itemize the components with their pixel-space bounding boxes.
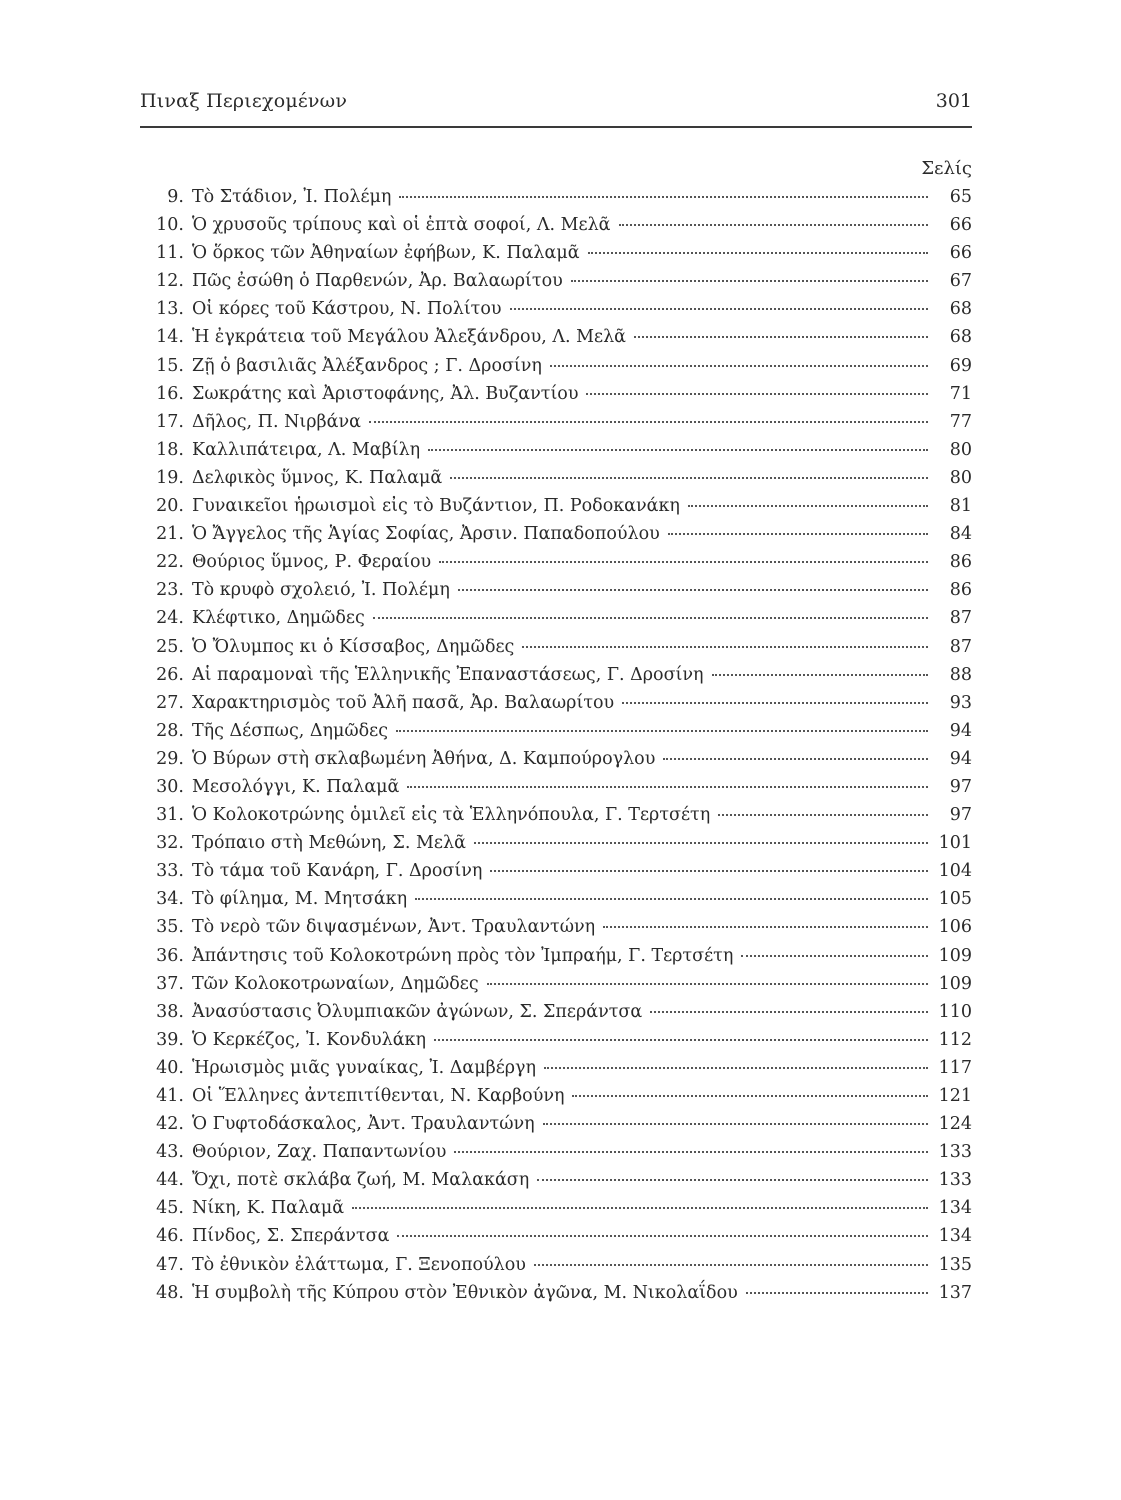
- toc-entry: [140, 1255, 972, 1283]
- toc-entry-page: 135: [938, 1254, 972, 1275]
- toc-entry-title: Ὁ ὅρκος τῶν Ἀθηναίων ἐφήβων, Κ. Παλαμᾶ: [192, 243, 580, 264]
- toc-entry-number: 44.: [156, 1170, 184, 1191]
- dot-leader: [399, 195, 928, 198]
- toc-entry-number: 25.: [156, 636, 184, 657]
- toc-entry-page: 87: [949, 608, 972, 629]
- dot-leader: [439, 560, 928, 563]
- toc-entry-title: Ὁ Ὄλυμπος κι ὁ Κίσσαβος, Δημῶδες: [192, 636, 515, 657]
- dot-leader: [487, 982, 928, 985]
- dot-leader: [634, 335, 928, 338]
- toc-entry-number: 48.: [156, 1282, 184, 1303]
- toc-entry-page: 106: [938, 917, 972, 938]
- running-title: Πιναξ Περιεχομένων: [140, 90, 348, 112]
- toc-entry: [140, 327, 972, 355]
- toc-entry: [140, 552, 972, 580]
- toc-entry-page: 134: [938, 1198, 972, 1219]
- toc-entry: [140, 1170, 972, 1198]
- toc-entry-title: Ὁ Βύρων στὴ σκλαβωμένη Ἀθήνα, Δ. Καμπούρογλου: [192, 748, 656, 769]
- toc-entry-page: 94: [949, 748, 972, 769]
- dot-leader: [668, 532, 928, 535]
- toc-entry: [140, 187, 972, 215]
- toc-entry-number: 36.: [156, 945, 184, 966]
- toc-entry-page: 134: [938, 1226, 972, 1247]
- dot-leader: [588, 251, 928, 254]
- dot-leader: [522, 645, 928, 648]
- toc-entry-number: 29.: [156, 748, 184, 769]
- toc-entry-number: 10.: [156, 215, 184, 236]
- toc-entry-number: 17.: [156, 411, 184, 432]
- toc-entry-page: 124: [938, 1114, 972, 1135]
- toc-entry-number: 13.: [156, 299, 184, 320]
- toc-entry-page: 133: [938, 1170, 972, 1191]
- toc-entry-title: Ὁ Ἄγγελος τῆς Ἁγίας Σοφίας, Ἀρσιν. Παπαδοπούλου: [192, 524, 660, 545]
- toc-entry-title: Πῶς ἐσώθη ὁ Παρθενών, Ἀρ. Βαλαωρίτου: [192, 271, 563, 292]
- toc-entry-number: 34.: [156, 889, 184, 910]
- toc-entry-page: 104: [938, 861, 972, 882]
- toc-entry-title: Ὄχι, ποτὲ σκλάβα ζωή, Μ. Μαλακάση: [192, 1170, 530, 1191]
- toc-entry: [140, 271, 972, 299]
- toc-entry-number: 43.: [156, 1142, 184, 1163]
- toc-entry-title: Ἀπάντησις τοῦ Κολοκοτρώνη πρὸς τὸν Ἰμπραήμ, Γ. Τερτσέτη: [192, 945, 734, 966]
- toc-entry: [140, 805, 972, 833]
- dot-leader: [490, 869, 928, 872]
- toc-entry: [140, 384, 972, 412]
- toc-entry-number: 14.: [156, 327, 184, 348]
- toc-entry: [140, 693, 972, 721]
- toc-entry-page: 81: [949, 496, 972, 517]
- toc-entry-page: 109: [938, 945, 972, 966]
- toc-entry-title: Ὁ Κερκέζος, Ἰ. Κονδυλάκη: [192, 1029, 426, 1050]
- dot-leader: [450, 476, 928, 479]
- dot-leader: [746, 1291, 928, 1294]
- toc-entry: [140, 749, 972, 777]
- toc-entry-title: Τὸ τάμα τοῦ Κανάρη, Γ. Δροσίνη: [192, 861, 483, 882]
- toc-entry-page: 121: [938, 1086, 972, 1106]
- toc-entry-page: 65: [949, 187, 972, 207]
- toc-entry: [140, 665, 972, 693]
- dot-leader: [543, 1122, 928, 1125]
- toc-entry: [140, 861, 972, 889]
- dot-leader: [718, 813, 928, 816]
- toc-entry-page: 137: [938, 1282, 972, 1303]
- toc-entry-title: Τὸ νερὸ τῶν διψασμένων, Ἀντ. Τραυλαντώνη: [192, 917, 596, 938]
- toc-entry-page: 88: [949, 664, 972, 685]
- toc-entry-number: 26.: [156, 664, 184, 685]
- toc-entry: [140, 833, 972, 861]
- toc-entry-number: 47.: [156, 1254, 184, 1275]
- toc-entry-title: Σωκράτης καὶ Ἀριστοφάνης, Ἀλ. Βυζαντίου: [192, 383, 579, 404]
- dot-leader: [741, 954, 928, 957]
- toc-entry-page: 105: [938, 889, 972, 910]
- dot-leader: [650, 1010, 928, 1013]
- toc-entry-page: 67: [949, 271, 972, 292]
- toc-entry-page: 110: [938, 1001, 972, 1022]
- toc-entry-page: 86: [949, 580, 972, 601]
- toc-entry-page: 117: [938, 1057, 972, 1078]
- toc-entry: [140, 299, 972, 327]
- toc-entry-number: 27.: [156, 692, 184, 713]
- toc-entry-number: 11.: [156, 243, 184, 264]
- page-number: 301: [935, 90, 972, 112]
- toc-entry-number: 32.: [156, 833, 184, 854]
- toc-entry-number: 35.: [156, 917, 184, 938]
- toc-entry-title: Γυναικεῖοι ἡρωισμοὶ εἰς τὸ Βυζάντιον, Π. Ροδοκανάκη: [192, 496, 680, 517]
- toc-entry-title: Νίκη, Κ. Παλαμᾶ: [192, 1198, 345, 1219]
- dot-leader: [352, 1206, 928, 1209]
- dot-leader: [537, 1178, 928, 1181]
- toc-entry: [140, 1226, 972, 1254]
- toc-entry: [140, 1283, 972, 1311]
- toc-entry-number: 16.: [156, 383, 184, 404]
- toc-entry-page: 68: [949, 327, 972, 348]
- toc-entry-number: 30.: [156, 776, 184, 797]
- toc-entry: [140, 524, 972, 552]
- toc-entry: [140, 356, 972, 384]
- toc-entry-number: 15.: [156, 355, 184, 376]
- toc-entry-number: 18.: [156, 439, 184, 460]
- dot-leader: [428, 448, 928, 451]
- toc-entry: [140, 637, 972, 665]
- dot-leader: [622, 701, 928, 704]
- toc-entry: [140, 412, 972, 440]
- toc-entry-title: Δελφικὸς ὕμνος, Κ. Παλαμᾶ: [192, 467, 443, 488]
- toc-entry-page: 93: [949, 692, 972, 713]
- toc-entry-number: 46.: [156, 1226, 184, 1247]
- toc-entry-page: 77: [949, 411, 972, 432]
- toc-entry-page: 94: [949, 720, 972, 741]
- toc-entry-page: 133: [938, 1142, 972, 1163]
- dot-leader: [586, 392, 928, 395]
- toc-entry-title: Ζῇ ὁ βασιλιᾶς Ἀλέξανδρος ; Γ. Δροσίνη: [192, 355, 542, 376]
- dot-leader: [373, 616, 928, 619]
- toc-entry-page: 112: [938, 1029, 972, 1050]
- toc-entry: [140, 440, 972, 468]
- dot-leader: [415, 897, 928, 900]
- toc-entry-title: Αἱ παραμοναὶ τῆς Ἑλληνικῆς Ἐπαναστάσεως, Γ. Δροσίνη: [192, 664, 704, 685]
- toc-entry-number: 12.: [156, 271, 184, 292]
- toc-entry: [140, 1002, 972, 1030]
- dot-leader: [434, 1038, 928, 1041]
- toc-entry: [140, 243, 972, 271]
- dot-leader: [603, 925, 928, 928]
- toc-entry: [140, 1030, 972, 1058]
- toc-entry-number: 23.: [156, 580, 184, 601]
- toc-entry-page: 80: [949, 439, 972, 460]
- dot-leader: [510, 307, 928, 310]
- toc-entry-title: Ὁ Κολοκοτρώνης ὁμιλεῖ εἰς τὰ Ἑλληνόπουλα, Γ. Τερτσέτη: [192, 805, 711, 826]
- toc-entry-page: 86: [949, 552, 972, 573]
- toc-entry-number: 45.: [156, 1198, 184, 1219]
- toc-entry-number: 21.: [156, 524, 184, 545]
- toc-entry-number: 31.: [156, 805, 184, 826]
- toc-entry-number: 19.: [156, 467, 184, 488]
- toc-entry-page: 97: [949, 805, 972, 826]
- toc-entry: [140, 608, 972, 636]
- toc-entry: [140, 496, 972, 524]
- toc-entry-title: Τρόπαιο στὴ Μεθώνη, Σ. Μελᾶ: [192, 833, 466, 854]
- toc-entry: [140, 777, 972, 805]
- toc-entry-number: 40.: [156, 1057, 184, 1078]
- dot-leader: [454, 1150, 928, 1153]
- dot-leader: [712, 673, 929, 676]
- toc-entry-number: 22.: [156, 552, 184, 573]
- dot-leader: [663, 757, 928, 760]
- toc-entry-title: Τὸ φίλημα, Μ. Μητσάκη: [192, 889, 408, 910]
- toc-entry-page: 109: [938, 973, 972, 994]
- dot-leader: [572, 1094, 928, 1097]
- toc-entry-page: 97: [949, 776, 972, 797]
- toc-entry-title: Χαρακτηρισμὸς τοῦ Ἀλῆ πασᾶ, Ἀρ. Βαλαωρίτου: [192, 692, 615, 713]
- dot-leader: [458, 588, 928, 591]
- toc-entry-number: 24.: [156, 608, 184, 629]
- page-column-label: Σελίς: [921, 158, 972, 179]
- toc-entry-number: 33.: [156, 861, 184, 882]
- toc-entry-title: Ἡ συμβολὴ τῆς Κύπρου στὸν Ἐθνικὸν ἀγῶνα, Μ. Νικολαΐδου: [192, 1282, 738, 1303]
- dot-leader: [407, 785, 928, 788]
- toc-entry-title: Ἀνασύστασις Ὀλυμπιακῶν ἀγώνων, Σ. Σπεράντσα: [192, 1001, 643, 1022]
- toc-entry: [140, 1142, 972, 1170]
- toc-entry: [140, 721, 972, 749]
- toc-entry: [140, 1058, 972, 1086]
- toc-entry-title: Καλλιπάτειρα, Λ. Μαβίλη: [192, 439, 421, 460]
- toc-entry-title: Ἡρωισμὸς μιᾶς γυναίκας, Ἰ. Δαμβέργη: [192, 1057, 537, 1078]
- toc-entry-title: Κλέφτικο, Δημῶδες: [192, 608, 365, 629]
- toc-entry-title: Θούριον, Ζαχ. Παπαντωνίου: [192, 1142, 447, 1163]
- toc-entry-title: Τὸ Στάδιον, Ἰ. Πολέμη: [192, 187, 392, 207]
- dot-leader: [397, 1234, 928, 1237]
- toc-entry-title: Τὸ κρυφὸ σχολειό, Ἰ. Πολέμη: [192, 580, 450, 601]
- toc-entry-number: 42.: [156, 1114, 184, 1135]
- table-of-contents: [140, 187, 972, 1311]
- toc-entry-page: 87: [949, 636, 972, 657]
- dot-leader: [396, 729, 928, 732]
- toc-entry: [140, 1086, 972, 1114]
- toc-entry: [140, 468, 972, 496]
- toc-entry-page: 80: [949, 467, 972, 488]
- toc-entry-title: Οἱ Ἕλληνες ἀντεπιτίθενται, Ν. Καρβούνη: [192, 1086, 565, 1106]
- toc-entry-number: 28.: [156, 720, 184, 741]
- toc-entry-title: Οἱ κόρες τοῦ Κάστρου, Ν. Πολίτου: [192, 299, 502, 320]
- toc-entry-title: Δῆλος, Π. Νιρβάνα: [192, 411, 361, 432]
- toc-entry-page: 66: [949, 215, 972, 236]
- toc-entry-number: 20.: [156, 496, 184, 517]
- toc-entry-number: 38.: [156, 1001, 184, 1022]
- toc-entry-page: 69: [949, 355, 972, 376]
- toc-entry-title: Πίνδος, Σ. Σπεράντσα: [192, 1226, 390, 1247]
- dot-leader: [534, 1263, 928, 1266]
- header-divider: [140, 126, 972, 128]
- dot-leader: [544, 1066, 928, 1069]
- toc-entry-number: 37.: [156, 973, 184, 994]
- dot-leader: [688, 504, 928, 507]
- toc-entry-number: 41.: [156, 1086, 184, 1106]
- toc-entry-page: 71: [949, 383, 972, 404]
- toc-entry-page: 84: [949, 524, 972, 545]
- dot-leader: [571, 279, 928, 282]
- toc-entry-title: Τῶν Κολοκοτρωναίων, Δημῶδες: [192, 973, 479, 994]
- toc-entry-number: 9.: [167, 187, 184, 207]
- toc-entry: [140, 580, 972, 608]
- toc-entry-title: Θούριος ὕμνος, Ρ. Φεραίου: [192, 552, 432, 573]
- toc-entry: [140, 1198, 972, 1226]
- dot-leader: [369, 420, 928, 423]
- toc-entry-page: 101: [938, 833, 972, 854]
- toc-entry-title: Τῆς Δέσπως, Δημῶδες: [192, 720, 389, 741]
- toc-entry: [140, 215, 972, 243]
- toc-entry-page: 66: [949, 243, 972, 264]
- toc-entry-title: Ὁ χρυσοῦς τρίπους καὶ οἱ ἑπτὰ σοφοί, Λ. Μελᾶ: [192, 215, 611, 236]
- dot-leader: [619, 223, 929, 226]
- toc-entry-title: Τὸ ἐθνικὸν ἐλάττωμα, Γ. Ξενοπούλου: [192, 1254, 526, 1275]
- dot-leader: [550, 364, 928, 367]
- toc-entry-title: Ὁ Γυφτοδάσκαλος, Ἀντ. Τραυλαντώνη: [192, 1114, 535, 1135]
- toc-entry: [140, 917, 972, 945]
- toc-entry-page: 68: [949, 299, 972, 320]
- toc-entry: [140, 974, 972, 1002]
- toc-entry-number: 39.: [156, 1029, 184, 1050]
- toc-entry: [140, 946, 972, 974]
- toc-entry: [140, 1114, 972, 1142]
- toc-entry-title: Μεσολόγγι, Κ. Παλαμᾶ: [192, 776, 400, 797]
- page-header: [140, 90, 972, 124]
- toc-entry: [140, 889, 972, 917]
- dot-leader: [474, 841, 928, 844]
- toc-entry-title: Ἡ ἐγκράτεια τοῦ Μεγάλου Ἀλεξάνδρου, Λ. Μελᾶ: [192, 327, 626, 348]
